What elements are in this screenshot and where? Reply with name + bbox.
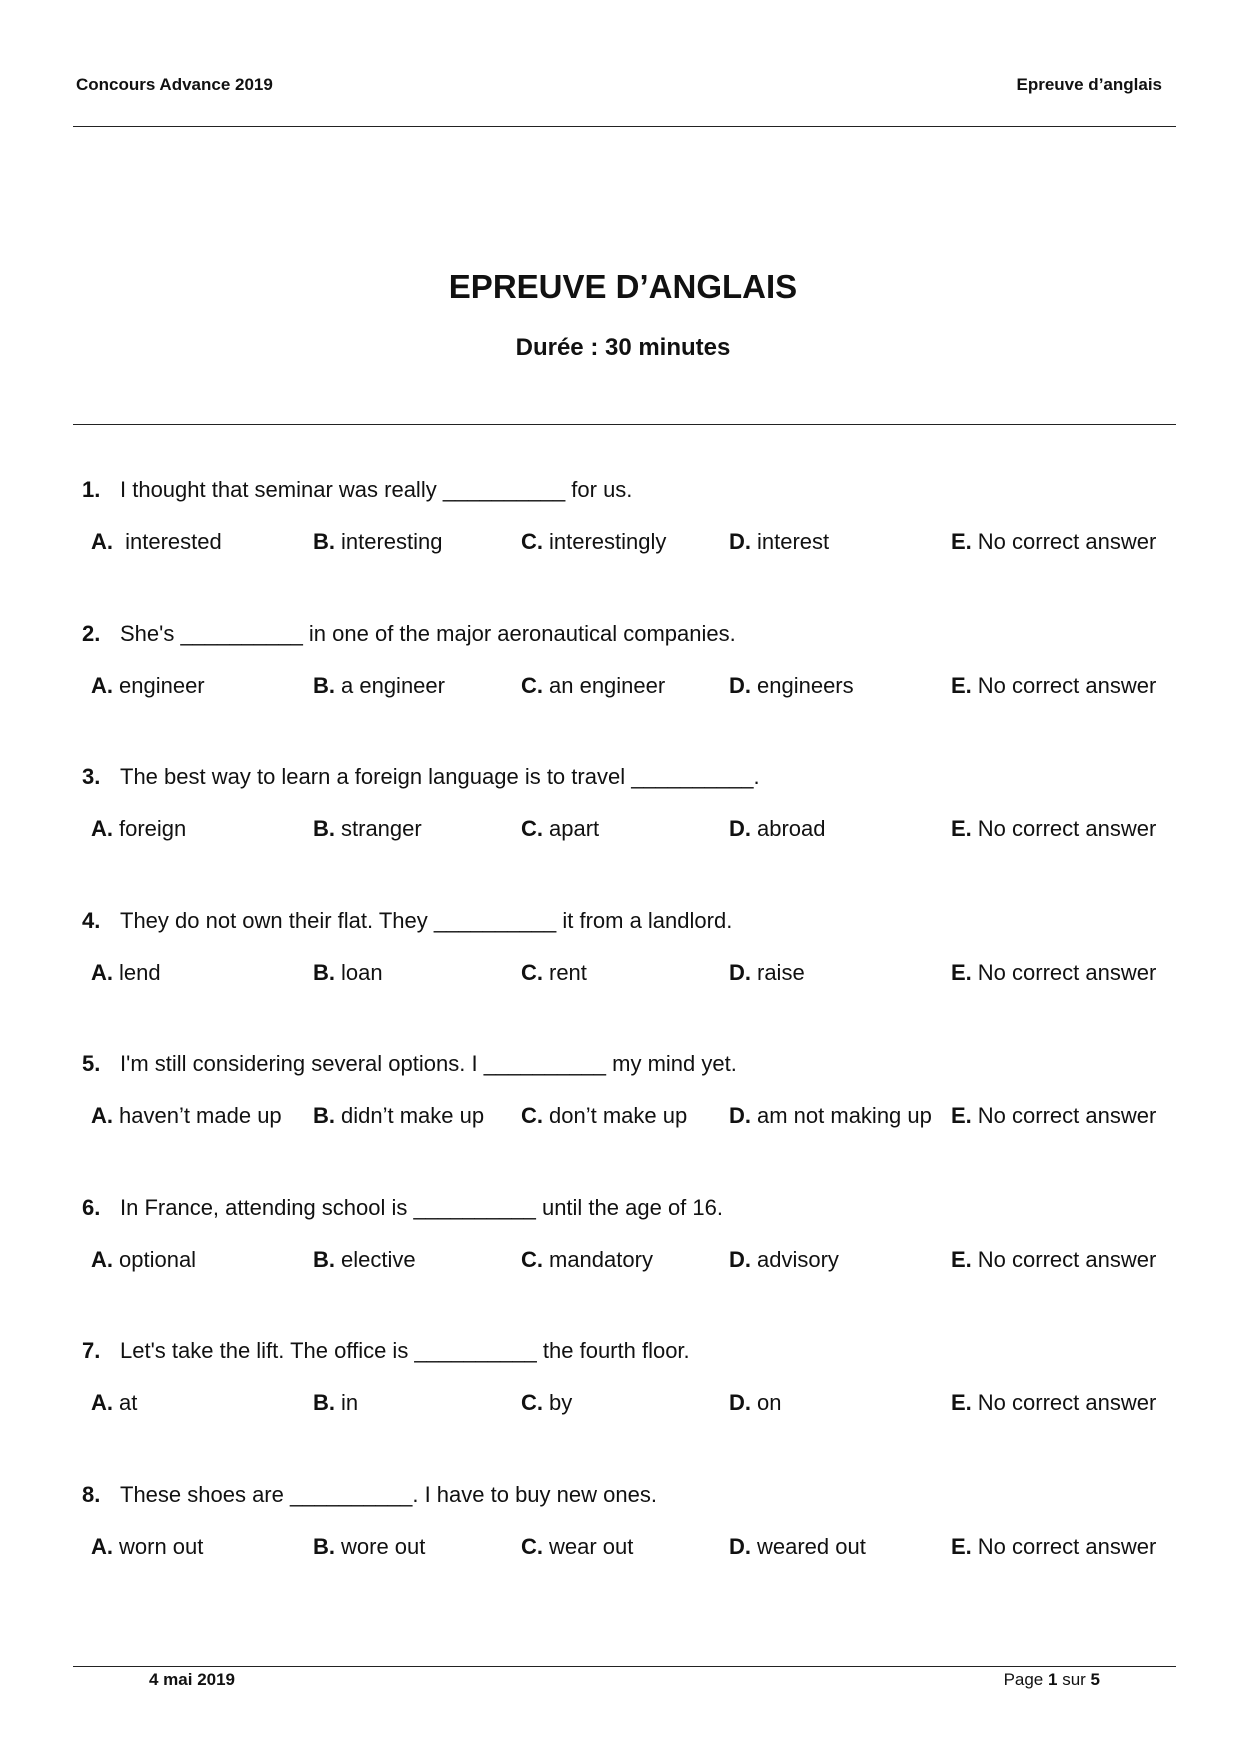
answer-option [521, 673, 665, 699]
page-title: EPREUVE D’ANGLAIS [448, 268, 798, 305]
option-text: advisory [757, 1246, 839, 1272]
answer-option [951, 816, 1156, 842]
option-text: No correct answer [977, 959, 1157, 985]
answer-option [729, 1247, 839, 1273]
question-stem [82, 621, 736, 647]
question-item [0, 908, 1240, 1052]
option-text: interest [757, 529, 830, 554]
option-text: No correct answer [977, 529, 1157, 554]
header-divider [73, 126, 1176, 127]
option-text: wore out [341, 1533, 426, 1559]
option-letter: C. [521, 1533, 543, 1559]
option-letter: B. [313, 1390, 335, 1415]
option-text: interestingly [549, 529, 667, 554]
option-text: don’t make up [549, 1103, 688, 1128]
option-letter: B. [313, 816, 335, 841]
answer-option [729, 1390, 781, 1416]
option-letter: E. [951, 959, 972, 985]
option-letter: E. [951, 1246, 972, 1272]
option-text: No correct answer [977, 1533, 1157, 1559]
option-letter: D. [729, 816, 751, 841]
question-item [0, 1482, 1240, 1626]
answer-option [951, 529, 1156, 555]
answer-option [91, 673, 205, 699]
option-letter: E. [951, 672, 972, 698]
footer-date: 4 mai 2019 [149, 1670, 236, 1689]
question-text: I thought that seminar was really __________ for us. [120, 477, 633, 502]
question-list [0, 477, 1240, 1625]
option-text: worn out [119, 1533, 204, 1559]
question-item [0, 764, 1240, 908]
question-text: The best way to learn a foreign language is to travel __________. [120, 764, 760, 789]
option-text: engineers [757, 672, 854, 698]
page-total: 5 [1090, 1670, 1100, 1689]
exam-duration: Durée : 30 minutes [515, 334, 731, 361]
option-letter: D. [729, 1246, 751, 1272]
page-prefix: Page [1003, 1670, 1048, 1689]
option-letter: A. [91, 672, 113, 698]
page-middle: sur [1057, 1670, 1091, 1689]
option-text: interesting [341, 529, 443, 554]
answer-option [91, 1390, 137, 1416]
option-text: optional [119, 1246, 197, 1272]
answer-option [521, 960, 587, 986]
question-item [0, 1195, 1240, 1339]
question-stem [82, 1195, 723, 1221]
answer-option [729, 1534, 866, 1560]
option-text: haven’t made up [119, 1103, 282, 1128]
option-letter: A. [91, 1103, 113, 1128]
option-letter: D. [729, 1103, 751, 1128]
option-text: weared out [757, 1533, 866, 1559]
option-letter: E. [951, 1390, 972, 1415]
option-letter: E. [951, 1103, 972, 1128]
option-letter: C. [521, 1246, 543, 1272]
option-text: mandatory [549, 1246, 653, 1272]
option-letter: B. [313, 959, 335, 985]
question-text: In France, attending school is __________ until the age of 16. [120, 1194, 723, 1220]
option-text: a engineer [341, 672, 445, 698]
question-stem [82, 1051, 737, 1077]
question-number: 7. [82, 1338, 101, 1363]
header-test-name: Epreuve d’anglais [1016, 75, 1162, 94]
answer-option [951, 673, 1156, 699]
option-text: No correct answer [977, 1390, 1157, 1415]
option-text: am not making up [757, 1103, 932, 1128]
option-letter: C. [521, 529, 543, 554]
answer-option [313, 1247, 416, 1273]
option-text: on [757, 1390, 782, 1415]
answer-option [729, 960, 805, 986]
option-text: No correct answer [977, 1246, 1157, 1272]
option-letter: B. [313, 672, 335, 698]
header-exam-name: Concours Advance 2019 [76, 75, 273, 94]
question-stem [82, 1338, 690, 1364]
option-text: loan [341, 959, 383, 985]
answer-option [91, 1247, 196, 1273]
answer-option [729, 673, 854, 699]
answer-option [313, 1103, 484, 1129]
option-letter: A. [91, 529, 113, 554]
question-number: 3. [82, 764, 101, 789]
option-letter: C. [521, 816, 543, 841]
answer-option [951, 1534, 1156, 1560]
question-stem [82, 764, 760, 790]
answer-option [729, 816, 826, 842]
answer-option [91, 1103, 282, 1129]
option-text: at [119, 1390, 138, 1415]
answer-option [521, 816, 599, 842]
option-letter: C. [521, 672, 543, 698]
question-number: 4. [82, 907, 101, 933]
question-number: 2. [82, 620, 101, 646]
title-divider [73, 424, 1176, 425]
question-text: I'm still considering several options. I __________ my mind yet. [120, 1051, 737, 1076]
option-text: didn’t make up [341, 1103, 485, 1128]
option-letter: D. [729, 672, 751, 698]
option-text: engineer [119, 672, 205, 698]
question-item [0, 1338, 1240, 1482]
option-letter: D. [729, 959, 751, 985]
question-item [0, 621, 1240, 765]
answer-option [521, 1103, 687, 1129]
option-text: foreign [119, 816, 187, 841]
option-text: rent [549, 959, 587, 985]
option-letter: C. [521, 959, 543, 985]
answer-option [521, 529, 666, 555]
option-text: No correct answer [977, 816, 1157, 841]
page-counter [1004, 1670, 1100, 1690]
answer-option [729, 1103, 932, 1129]
option-letter: E. [951, 816, 972, 841]
question-stem [82, 1482, 657, 1508]
question-number: 1. [82, 477, 101, 502]
option-text: raise [757, 959, 805, 985]
question-text: She's __________ in one of the major aeronautical companies. [120, 620, 736, 646]
page-current: 1 [1048, 1670, 1058, 1689]
answer-option [951, 960, 1156, 986]
option-text: by [549, 1390, 573, 1415]
option-letter: E. [951, 1533, 972, 1559]
option-text: abroad [757, 816, 826, 841]
question-stem [82, 908, 732, 934]
option-text: elective [341, 1246, 416, 1272]
answer-option [91, 529, 222, 555]
answer-option [313, 529, 443, 555]
answer-option [313, 673, 445, 699]
option-letter: E. [951, 529, 972, 554]
option-letter: A. [91, 1390, 113, 1415]
answer-option [729, 529, 829, 555]
answer-option [951, 1390, 1156, 1416]
footer-divider [73, 1666, 1176, 1667]
answer-option [313, 816, 422, 842]
question-number: 5. [82, 1051, 101, 1076]
option-letter: D. [729, 529, 751, 554]
option-letter: A. [91, 1246, 113, 1272]
option-text: No correct answer [977, 1103, 1157, 1128]
option-letter: B. [313, 1103, 335, 1128]
question-text: These shoes are __________. I have to buy new ones. [120, 1481, 657, 1507]
option-text: apart [549, 816, 600, 841]
answer-option [91, 960, 161, 986]
question-item [0, 1051, 1240, 1195]
option-text: No correct answer [977, 672, 1157, 698]
answer-option [521, 1247, 653, 1273]
option-letter: A. [91, 1533, 113, 1559]
option-letter: B. [313, 1246, 335, 1272]
question-stem [82, 477, 632, 503]
option-letter: D. [729, 1390, 751, 1415]
option-letter: A. [91, 959, 113, 985]
option-letter: C. [521, 1390, 543, 1415]
option-text: interested [119, 529, 222, 554]
option-text: wear out [549, 1533, 634, 1559]
question-text: Let's take the lift. The office is __________ the fourth floor. [120, 1338, 690, 1363]
option-letter: B. [313, 529, 335, 554]
option-text: stranger [341, 816, 422, 841]
question-item [0, 477, 1240, 621]
option-letter: C. [521, 1103, 543, 1128]
answer-option [313, 1534, 425, 1560]
answer-option [313, 1390, 358, 1416]
question-number: 8. [82, 1481, 101, 1507]
question-number: 6. [82, 1194, 101, 1220]
answer-option [91, 1534, 203, 1560]
answer-option [521, 1534, 633, 1560]
answer-option [521, 1390, 572, 1416]
option-text: in [341, 1390, 359, 1415]
answer-option [951, 1247, 1156, 1273]
question-text: They do not own their flat. They __________ it from a landlord. [120, 907, 733, 933]
option-letter: D. [729, 1533, 751, 1559]
answer-option [313, 960, 383, 986]
answer-option [91, 816, 186, 842]
answer-option [951, 1103, 1156, 1129]
option-text: lend [119, 959, 161, 985]
option-letter: A. [91, 816, 113, 841]
option-text: an engineer [549, 672, 666, 698]
option-letter: B. [313, 1533, 335, 1559]
